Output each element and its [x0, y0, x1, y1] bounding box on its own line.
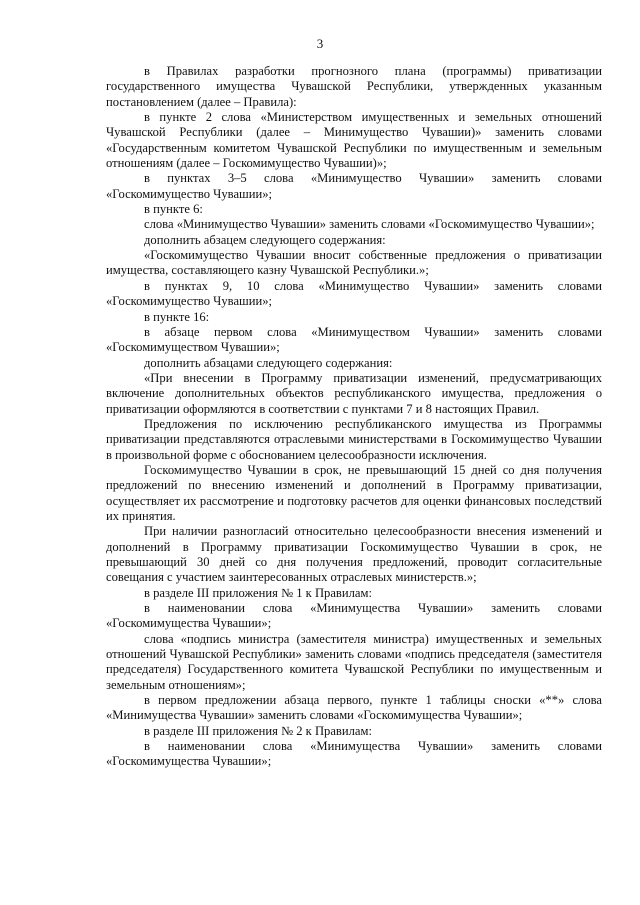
paragraph: в пункте 6:	[144, 202, 203, 217]
page-number: 3	[316, 36, 324, 51]
paragraph: в пункте 2 слова «Министерством имущественных и земельных отношений Чувашской Республики (далее – Минимущество Чувашии)» заменить словами «Государственным комитетом Чувашской Республики по имущественным и земельным отношениям (далее – Госкомимущество Чувашии)»;	[106, 110, 602, 171]
paragraph: «При внесении в Программу приватизации изменений, предусматривающих включение дополнительных объектов республиканского имущества, предложения о приватизации оформляются в соответствии с пунктами 7 и 8 настоящих Правил.	[106, 370, 602, 416]
paragraph: дополнить абзацами следующего содержания:	[144, 355, 393, 370]
paragraph: «Госкомимущество Чувашии вносит собственные предложения о приватизации имущества, составляющего казну Чувашской Республики.»;	[106, 248, 602, 278]
paragraph: в наименовании слова «Минимущества Чувашии» заменить словами «Госкомимущества Чувашии»;	[106, 739, 602, 769]
paragraph: в Правилах разработки прогнозного плана (программы) приватизации государственного имущества Чувашской Республики, утвержденных указанным постановлением (далее – Правила):	[106, 64, 602, 109]
paragraph: слова «подпись министра (заместителя министра) имущественных и земельных отношений Чувашской Республики» заменить словами «подпись председателя (заместителя председателя) Государственного комитета Чувашской Республики по имущественным и земельным отношениям»;	[106, 631, 602, 692]
paragraph: дополнить абзацем следующего содержания:	[144, 232, 386, 247]
paragraph: в пункте 16:	[144, 309, 210, 324]
paragraph: в пунктах 3–5 слова «Минимущество Чувашии» заменить словами «Госкомимущество Чувашии»;	[106, 171, 602, 201]
document-body	[106, 64, 602, 770]
paragraph: слова «Минимущество Чувашии» заменить словами «Госкомимущество Чувашии»;	[144, 217, 595, 232]
paragraph: в разделе III приложения № 1 к Правилам:	[144, 585, 372, 600]
paragraph: в первом предложении абзаца первого, пункте 1 таблицы сноски «**» слова «Минимущества Чувашии» заменить словами «Госкомимущества Чувашии»;	[106, 693, 602, 723]
paragraph: Предложения по исключению республиканского имущества из Программы приватизации представляются отраслевыми министерствами в Госкомимущество Чувашии в произвольной форме с обоснованием целесообразности исключения.	[106, 416, 602, 462]
paragraph: в наименовании слова «Минимущества Чувашии» заменить словами «Госкомимущества Чувашии»;	[106, 601, 602, 631]
paragraph: Госкомимущество Чувашии в срок, не превышающий 15 дней со дня получения предложений по внесению изменений и дополнений в Программу приватизации, осуществляет их рассмотрение и подготовку расчетов для оценки финансовых последствий их принятия.	[106, 462, 602, 523]
paragraph: в пунктах 9, 10 слова «Минимущество Чувашии» заменить словами «Госкомимущество Чувашии»;	[106, 278, 602, 309]
paragraph: в разделе III приложения № 2 к Правилам:	[144, 723, 372, 738]
paragraph: в абзаце первом слова «Минимуществом Чувашии» заменить словами «Госкомимуществом Чувашии»;	[106, 324, 602, 355]
paragraph: При наличии разногласий относительно целесообразности внесения изменений и дополнений в Программу приватизации Госкомимущество Чувашии в срок, не превышающий 30 дней со дня получения предложений, проводит согласительные совещания с участием заинтересованных отраслевых министерств.»;	[106, 524, 602, 585]
